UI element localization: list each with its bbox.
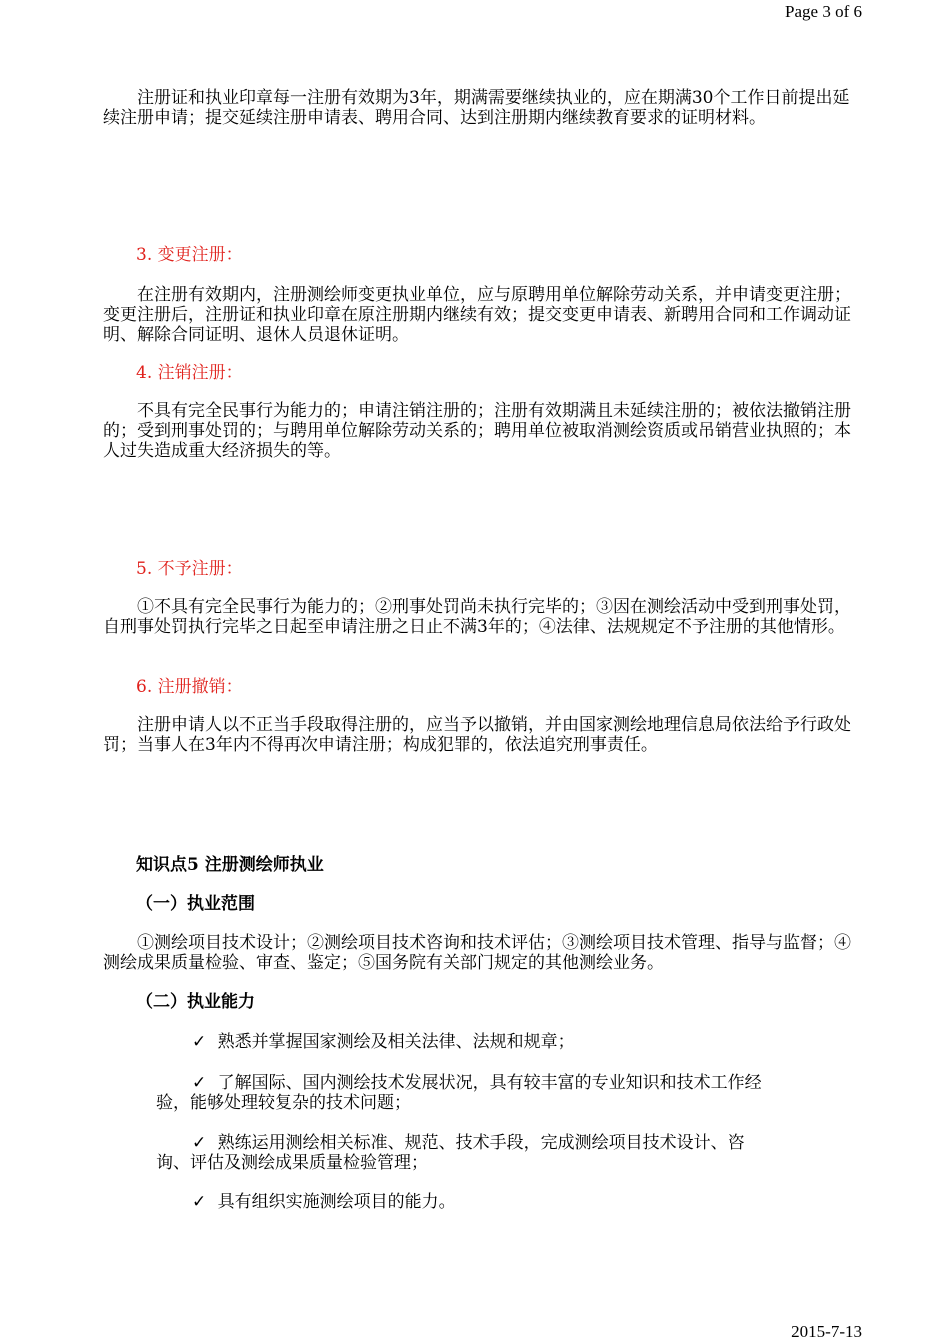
ability-item-text-continued: 验，能够处理较复杂的技术问题； <box>156 1093 411 1113</box>
footer-date: 2015-7-13 <box>791 1322 862 1341</box>
ability-item-text: 具有组织实施测绘项目的能力。 <box>217 1192 456 1212</box>
checkmark-icon: ✓ <box>192 1073 207 1093</box>
section-text-cancel-registration: 不具有完全民事行为能力的；申请注销注册的；注册有效期满且未延续注册的；被依法撤销注册的；受到刑事处罚的；与聘用单位解除劳动关系的；聘用单位被取消测绘资质或吊销营业执照的；本人过失造成重大经济损失的等。 <box>103 401 851 461</box>
intro-paragraph: 注册证和执业印章每一注册有效期为3年，期满需要继续执业的，应在期满30个工作日前提出延续注册申请；提交延续注册申请表、聘用合同、达到注册期内继续教育要求的证明材料。 <box>103 88 850 128</box>
ability-item-text: 熟练运用测绘相关标准、规范、技术手段，完成测绘项目技术设计、咨 <box>217 1133 745 1153</box>
section-heading-revoke-registration: 6. 注册撤销： <box>136 677 243 697</box>
knowledge-point-title: 知识点5 注册测绘师执业 <box>136 855 324 875</box>
section-text-change-registration: 在注册有效期内，注册测绘师变更执业单位，应与原聘用单位解除劳动关系，并申请变更注册；变更注册后，注册证和执业印章在原注册期内继续有效；提交变更申请表、新聘用合同和工作调动证明、解除合同证明、退休人员退休证明。 <box>103 285 851 345</box>
ability-item-text: 了解国际、国内测绘技术发展状况，具有较丰富的专业知识和技术工作经 <box>217 1073 762 1093</box>
page-number: Page 3 of 6 <box>785 2 862 21</box>
section-text-refuse-registration: ①不具有完全民事行为能力的；②刑事处罚尚未执行完毕的；③因在测绘活动中受到刑事处罚，自刑事处罚执行完毕之日起至申请注册之日止不满3年的；④法律、法规规定不予注册的其他情形。 <box>103 597 851 637</box>
section-heading-change-registration: 3. 变更注册： <box>136 245 243 265</box>
ability-item <box>136 1133 836 1173</box>
section-heading-refuse-registration: 5. 不予注册： <box>136 559 243 579</box>
ability-item <box>136 1073 836 1113</box>
ability-heading: （二）执业能力 <box>136 992 255 1012</box>
checkmark-icon: ✓ <box>192 1192 207 1212</box>
ability-item-text: 熟悉并掌握国家测绘及相关法律、法规和规章； <box>217 1032 575 1052</box>
checkmark-icon: ✓ <box>192 1133 207 1153</box>
checkmark-icon: ✓ <box>192 1032 207 1052</box>
section-heading-cancel-registration: 4. 注销注册： <box>136 363 243 383</box>
scope-text: ①测绘项目技术设计；②测绘项目技术咨询和技术评估；③测绘项目技术管理、指导与监督；④测绘成果质量检验、审查、鉴定；⑤国务院有关部门规定的其他测绘业务。 <box>103 933 851 973</box>
ability-item-text-continued: 询、评估及测绘成果质量检验管理； <box>156 1153 428 1173</box>
ability-item <box>136 1192 836 1212</box>
section-text-revoke-registration: 注册申请人以不正当手段取得注册的，应当予以撤销，并由国家测绘地理信息局依法给予行政处罚；当事人在3年内不得再次申请注册；构成犯罪的，依法追究刑事责任。 <box>103 715 851 755</box>
ability-item <box>136 1032 836 1052</box>
scope-heading: （一）执业范围 <box>136 894 255 914</box>
